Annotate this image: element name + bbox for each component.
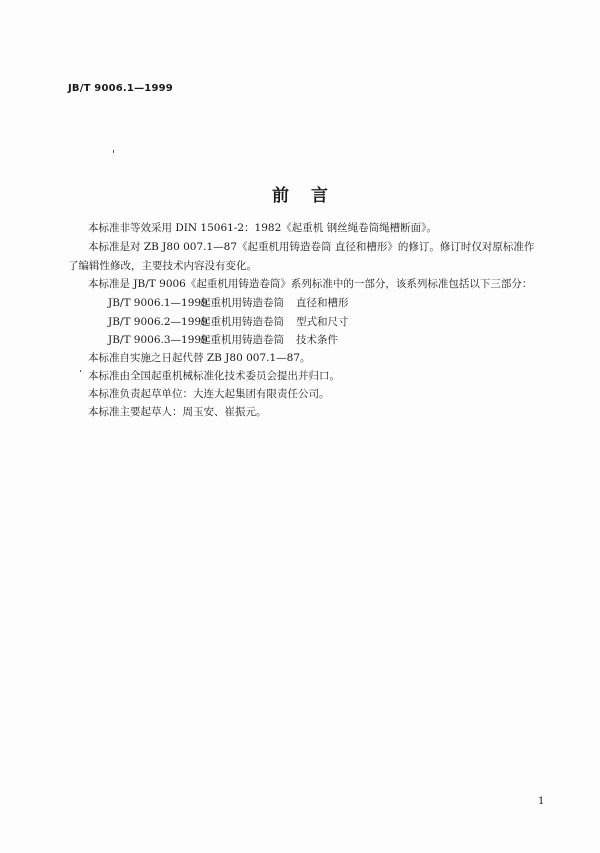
paragraph-series: 本标准是 JB/T 9006《起重机用铸造卷筒》系列标准中的一部分，该系列标准包括以下三部分：	[88, 278, 533, 290]
page-title: 前言	[272, 186, 350, 206]
series-item-part: 型式和尺寸	[296, 316, 349, 328]
scan-speck	[113, 150, 114, 153]
series-item-code: JB/T 9006.2—1999	[108, 316, 208, 328]
scan-speck	[80, 370, 81, 372]
series-item-name: 起重机用铸造卷筒	[200, 316, 284, 328]
paragraph-drafters: 本标准主要起草人：周玉安、崔振元。	[88, 406, 267, 418]
series-item-code: JB/T 9006.1—1999	[108, 297, 208, 309]
series-item-part: 技术条件	[296, 334, 338, 346]
series-item-name: 起重机用铸造卷筒	[200, 334, 284, 346]
paragraph-adoption: 本标准非等效采用 DIN 15061-2：1982《起重机 钢丝绳卷筒绳槽断面》。	[88, 222, 437, 234]
series-item-part: 直径和槽形	[296, 297, 349, 309]
page-number: 1	[538, 796, 545, 807]
series-list-item	[108, 296, 349, 310]
paragraph-revision-line2: 了编辑性修改，主要技术内容没有变化。	[68, 260, 257, 272]
paragraph-replacement: 本标准自实施之日起代替 ZB J80 007.1—87。	[88, 352, 311, 364]
series-item-code: JB/T 9006.3—1999	[108, 334, 208, 346]
paragraph-proposer: 本标准由全国起重机械标准化技术委员会提出并归口。	[88, 370, 340, 382]
paragraph-revision-line1: 本标准是对 ZB J80 007.1—87《起重机用铸造卷筒 直径和槽形》的修订。修订时仅对原标准作	[88, 241, 535, 253]
paragraph-drafting-unit: 本标准负责起草单位：大连大起集团有限责任公司。	[88, 388, 330, 400]
series-item-name: 起重机用铸造卷筒	[200, 297, 284, 309]
series-list-item	[108, 315, 349, 329]
standard-code-header: JB/T 9006.1—1999	[68, 83, 173, 94]
series-list-item	[108, 333, 338, 347]
